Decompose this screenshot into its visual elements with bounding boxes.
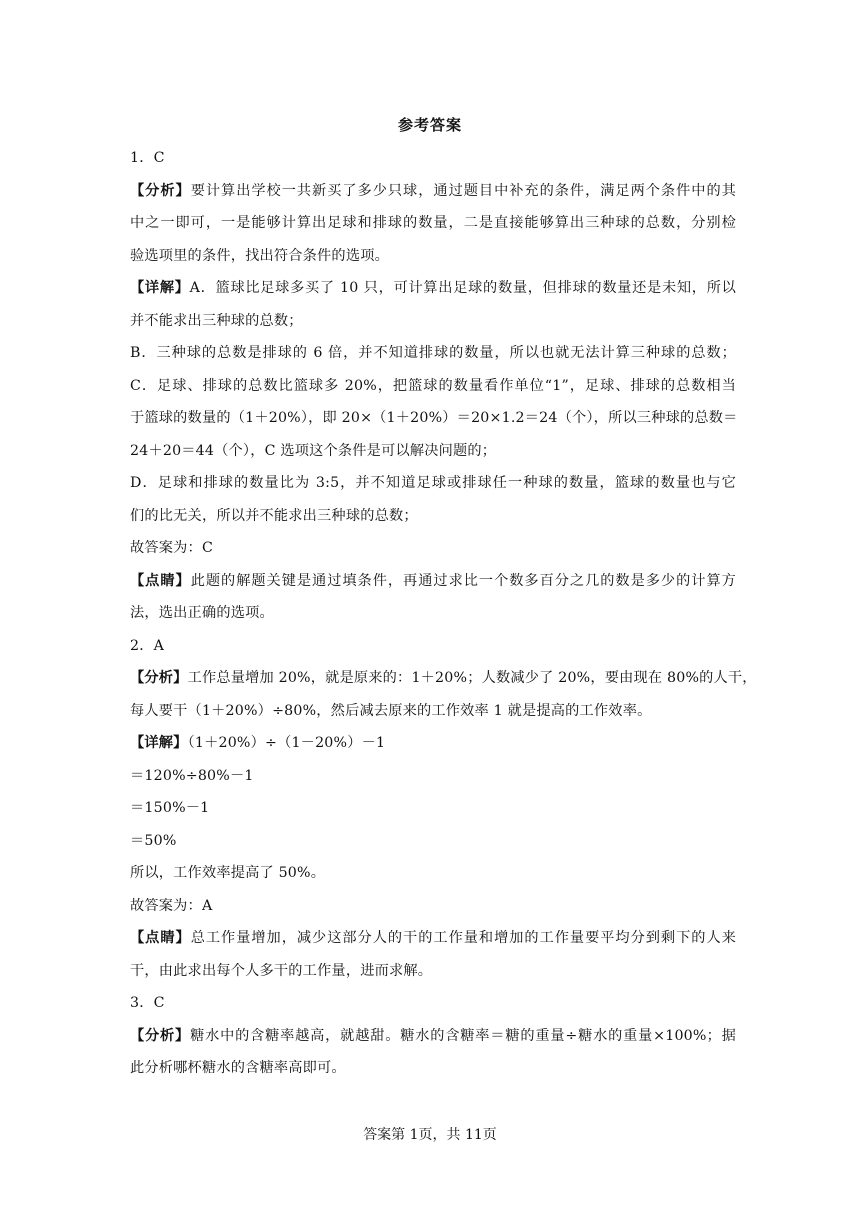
line-text: C．足球、排球的总数比篮球多 20%，把篮球的数量看作单位“1”，足球、排球的总数相当 <box>130 377 736 394</box>
line-text: 此题的解题关键是通过填条件，再通过求比一个数多百分之几的数是多少的计算方 <box>190 572 736 589</box>
line-text: ＝50% <box>130 832 177 849</box>
page-footer: 答案第 1页，共 11页 <box>363 1127 497 1143</box>
section-tag: 【分析】 <box>130 670 188 686</box>
page-title: 参考答案 <box>397 116 462 134</box>
line-text: 工作总量增加 20%，就是原来的：1＋20%；人数减少了 20%，要由现在 80%的人干， <box>187 670 757 686</box>
text-line <box>130 370 736 403</box>
line-text: ＝150%－1 <box>130 800 210 816</box>
text-line <box>130 825 736 858</box>
text-line <box>130 857 736 890</box>
line-text: 2．A <box>130 637 165 654</box>
text-line <box>130 890 736 923</box>
text-line <box>130 240 736 273</box>
line-text: A．篮球比足球多买了 10 只，可计算出足球的数量，但排球的数量还是未知，所以 <box>189 280 736 296</box>
text-line <box>130 662 757 695</box>
line-text: 所以，工作效率提高了 50%。 <box>130 865 326 881</box>
answer-body <box>130 142 757 1085</box>
line-text: 1．C <box>130 150 165 166</box>
text-line <box>130 272 736 305</box>
line-text: 们的比无关，所以并不能求出三种球的总数； <box>130 507 418 524</box>
line-text: 每人要干（1＋20%）÷80%，然后减去原来的工作效率 1 就是提高的工作效率。 <box>130 702 652 719</box>
text-line <box>130 142 736 175</box>
line-text: B．三种球的总数是排球的 6 倍，并不知道排球的数量，所以也就无法计算三种球的总数； <box>130 345 736 361</box>
text-line <box>130 695 736 728</box>
line-text: 故答案为：A <box>130 897 213 914</box>
line-text: 中之一即可，一是能够计算出足球和排球的数量，二是直接能够算出三种球的总数，分别检 <box>130 215 736 231</box>
text-line <box>130 175 736 208</box>
section-tag: 【详解】 <box>130 280 190 296</box>
text-line <box>130 1052 736 1085</box>
text-line <box>130 955 736 988</box>
section-tag: 【点睛】 <box>130 572 191 589</box>
text-line <box>130 630 736 663</box>
text-line <box>130 760 736 793</box>
section-tag: 【分析】 <box>130 1027 191 1044</box>
line-text: ＝120%÷80%－1 <box>130 767 254 784</box>
line-text: 故答案为：C <box>130 540 213 556</box>
line-text: 要计算出学校一共新买了多少只球，通过题目中补充的条件，满足两个条件中的其 <box>190 182 736 199</box>
line-text: D．足球和排球的数量比为 3:5，并不知道足球或排球任一种球的数量，篮球的数量也与它 <box>130 475 736 491</box>
text-line <box>130 565 736 598</box>
text-line <box>130 402 736 435</box>
text-line <box>130 597 736 630</box>
text-line <box>130 305 736 338</box>
line-text: 干，由此求出每个人多干的工作量，进而求解。 <box>130 962 433 979</box>
line-text: 法，选出正确的选项。 <box>130 605 274 621</box>
text-line <box>130 500 736 533</box>
text-line <box>130 207 736 240</box>
line-text: 糖水中的含糖率越高，就越甜。糖水的含糖率＝糖的重量÷糖水的重量×100%；据 <box>190 1027 736 1044</box>
line-text: 总工作量增加，减少这部分人的干的工作量和增加的工作量要平均分到剩下的人来 <box>190 930 736 946</box>
line-text: 于篮球的数量的（1＋20%），即 20×（1＋20%）＝20×1.2＝24（个），所以三种球的总数＝ <box>130 410 738 426</box>
text-line <box>130 922 736 955</box>
text-line <box>130 467 736 500</box>
line-text: 验选项里的条件，找出符合条件的选项。 <box>130 247 389 264</box>
section-tag: 【详解】 <box>130 735 188 751</box>
text-line <box>130 987 736 1020</box>
text-line <box>130 532 736 565</box>
line-text: 3．C <box>130 995 165 1011</box>
line-text: 24＋20＝44（个），C 选项这个条件是可以解决问题的； <box>130 442 497 459</box>
line-text: 并不能求出三种球的总数； <box>130 312 303 329</box>
line-text: （1＋20%）÷（1－20%）－1 <box>187 735 386 751</box>
text-line <box>130 792 736 825</box>
text-line <box>130 727 736 760</box>
section-tag: 【点睛】 <box>130 930 191 946</box>
section-tag: 【分析】 <box>130 182 191 199</box>
text-line <box>130 337 736 370</box>
line-text: 此分析哪杯糖水的含糖率高即可。 <box>130 1060 346 1076</box>
text-line <box>130 435 736 468</box>
text-line <box>130 1020 736 1053</box>
